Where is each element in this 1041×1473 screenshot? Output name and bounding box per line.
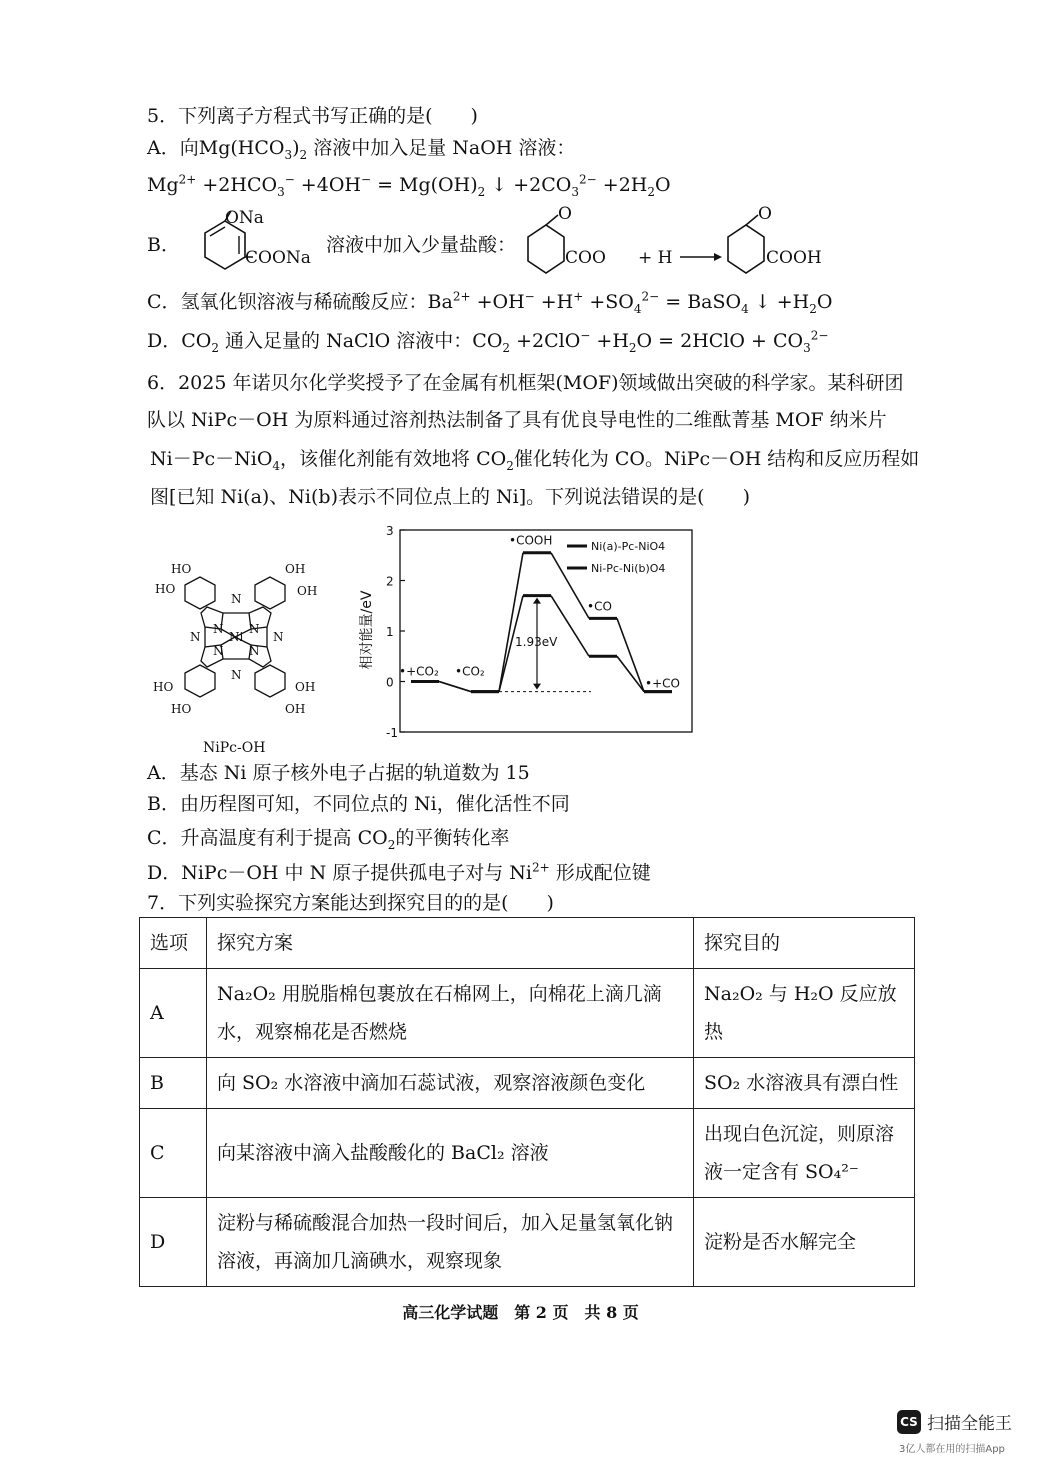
- sodium-salicylate-structure: [175, 205, 325, 285]
- q6-line3c: 催化转化为 CO。NiPc－OH 结构和反应历程如: [513, 448, 920, 470]
- svg-text:OH: OH: [297, 584, 318, 598]
- nipc-oh-structure: [145, 555, 335, 755]
- b-p5: COOH: [766, 248, 822, 268]
- q5-b-mid: 溶液中加入少量盐酸：: [326, 234, 517, 256]
- molecule-caption: NiPc-OH: [203, 740, 266, 756]
- svg-text:N: N: [190, 630, 201, 644]
- b-p1: O: [558, 205, 572, 224]
- svg-text:HO: HO: [153, 680, 174, 694]
- header-aim: 探究目的: [694, 918, 915, 969]
- table-row: [140, 1058, 915, 1109]
- header-option: 选项: [140, 918, 207, 969]
- q5-option-d: D．$CO_2$ 通入足量的 NaClO 溶液中：$CO_2 +2ClO^- +H_2O$ = 2HClO + $CO_3^{2-}$: [147, 328, 829, 355]
- q6-line1: 6．2025 年诺贝尔化学奖授予了在金属有机框架(MOF)领域做出突破的科学家。某科研团: [147, 372, 904, 394]
- state-label: •+CO: [645, 676, 680, 691]
- svg-text:N: N: [213, 644, 224, 658]
- b-p4: O: [758, 205, 772, 224]
- q7-stem: 7．下列实验探究方案能达到探究目的的是( ): [147, 892, 554, 914]
- q5-d-label: D．: [147, 330, 182, 352]
- y-tick-label: 2: [386, 574, 394, 589]
- q5-stem: 5．下列离子方程式书写正确的是( ): [147, 105, 478, 127]
- row-c-plan: 向某溶液中滴入盐酸酸化的 BaCl₂ 溶液: [207, 1109, 694, 1198]
- q5-a-equation: $Mg^{2+} +2HCO_3^- +4OH^- = Mg(OH)_2$ ↓ $+2CO_3^{2-} +2H_2O$: [147, 172, 671, 199]
- scanner-name: 扫描全能王: [927, 1414, 1012, 1434]
- row-b-plan: 向 SO₂ 水溶液中滴加石蕊试液，观察溶液颜色变化: [207, 1058, 694, 1109]
- svg-text:Ni: Ni: [229, 630, 244, 644]
- q6-d-head: D．NiPc－OH 中 N 原子提供孤电子对与 Ni: [147, 862, 532, 884]
- state-label: •COOH: [509, 533, 553, 548]
- svg-text:HO: HO: [171, 702, 192, 716]
- svg-text:OH: OH: [295, 680, 316, 694]
- b-sub-coona: COONa: [245, 248, 311, 268]
- row-a-aim: Na₂O₂ 与 H₂O 反应放热: [694, 969, 915, 1058]
- legend-label: Ni(a)-Pc-NiO4: [591, 540, 666, 553]
- q6-c-head: C．升高温度有利于提高 CO: [147, 827, 388, 849]
- energy-path: [499, 553, 523, 692]
- energy-barrier-label: 1.93eV: [515, 635, 558, 650]
- arrow-head: [533, 684, 541, 690]
- svg-text:N: N: [249, 622, 260, 636]
- svg-text:N: N: [231, 592, 242, 606]
- energy-path: [617, 618, 644, 691]
- svg-text:N: N: [273, 630, 284, 644]
- row-c-aim: 出现白色沉淀，则原溶液一定含有 SO₄²⁻: [694, 1109, 915, 1198]
- svg-text:OH: OH: [285, 702, 306, 716]
- q5-d-text: 通入足量的 NaClO 溶液中：: [225, 330, 473, 352]
- energy-path: [551, 553, 589, 619]
- q6-option-d: D．NiPc－OH 中 N 原子提供孤电子对与 $Ni^{2+}$ 形成配位键: [147, 860, 651, 884]
- q5-option-a: A．向$Mg(HCO_3)_2$ 溶液中加入足量 NaOH 溶液：: [147, 137, 576, 162]
- row-b-opt: B: [140, 1058, 207, 1109]
- svg-text:N: N: [231, 668, 242, 682]
- q6-option-c: C．升高温度有利于提高 $CO_2$的平衡转化率: [147, 827, 510, 852]
- q5-a-text: 溶液中加入足量 NaOH 溶液：: [313, 137, 576, 159]
- energy-path: [439, 682, 471, 692]
- row-a-plan: Na₂O₂ 用脱脂棉包裹放在石棉网上，向棉花上滴几滴水，观察棉花是否燃烧: [207, 969, 694, 1058]
- energy-path: [617, 656, 644, 691]
- y-tick-label: 0: [386, 675, 394, 690]
- arrow-head: [533, 598, 541, 604]
- q5-a-label: A．向: [147, 137, 199, 159]
- svg-text:N: N: [249, 644, 260, 658]
- y-tick-label: 1: [386, 625, 394, 639]
- q6-line3: Ni－Pc－NiO$_4$，该催化剂能有效地将 $CO_2$催化转化为 CO。NiPc－OH 结构和反应历程如: [150, 448, 920, 473]
- table-row: [140, 969, 915, 1058]
- page-footer: 高三化学试题 第 2 页 共 8 页: [402, 1303, 639, 1322]
- row-a-opt: A: [140, 969, 207, 1058]
- b-reaction-structures: [518, 205, 858, 285]
- table-row: [140, 1198, 915, 1287]
- scanner-subtitle: 3亿人都在用的扫描App: [899, 1444, 1005, 1455]
- y-tick-label: 3: [386, 524, 394, 538]
- y-axis-label: 相对能量/eV: [359, 590, 375, 670]
- scanner-badge: [897, 1409, 1012, 1434]
- header-plan: 探究方案: [207, 918, 694, 969]
- q6-d-tail: 形成配位键: [555, 862, 651, 884]
- energy-profile-chart: [355, 520, 700, 745]
- q5-option-c: C．氢氧化钡溶液与稀硫酸反应：$Ba^{2+} +OH^- +H^+ +SO_4^{2-}$ = BaSO$_4$ ↓ $+H_2O$: [147, 289, 833, 316]
- row-d-opt: D: [140, 1198, 207, 1287]
- q5-b-label: B．: [147, 234, 180, 256]
- svg-text:HO: HO: [155, 582, 176, 596]
- row-d-aim: 淀粉是否水解完全: [694, 1198, 915, 1287]
- q6-line2: 队以 NiPc－OH 为原料通过溶剂热法制备了具有优良导电性的二维酞菁基 MOF 纳米片: [147, 409, 887, 431]
- svg-text:N: N: [213, 622, 224, 636]
- b-p3: + H: [638, 248, 673, 268]
- row-c-opt: C: [140, 1109, 207, 1198]
- row-b-aim: SO₂ 水溶液具有漂白性: [694, 1058, 915, 1109]
- y-tick-label: -1: [386, 726, 398, 740]
- table-row: [140, 1109, 915, 1198]
- row-d-plan: 淀粉与稀硫酸混合加热一段时间后，加入足量氢氧化钠溶液，再滴加几滴碘水，观察现象: [207, 1198, 694, 1287]
- q6-option-a: A．基态 Ni 原子核外电子占据的轨道数为 15: [147, 762, 530, 784]
- q6-option-b: B．由历程图可知，不同位点的 Ni，催化活性不同: [147, 793, 570, 815]
- chart-frame: [400, 530, 692, 732]
- svg-text:OH: OH: [285, 562, 306, 576]
- state-label: •CO: [587, 599, 612, 614]
- q6-line3a: Ni－Pc－NiO: [150, 448, 273, 470]
- q6-line4: 图[已知 Ni(a)、Ni(b)表示不同位点上的 Ni]。下列说法错误的是( ): [150, 486, 750, 508]
- b-p2: COO: [565, 248, 606, 268]
- table-header-row: [140, 918, 915, 969]
- q5-c-label: C．氢氧化钡溶液与稀硫酸反应：: [147, 291, 428, 313]
- cs-logo-icon: CS: [897, 1410, 921, 1434]
- svg-text:HO: HO: [171, 562, 192, 576]
- legend-label: Ni-Pc-Ni(b)O4: [591, 562, 666, 575]
- experiment-table: [139, 917, 915, 1287]
- state-label: •+CO₂: [399, 664, 439, 679]
- b-sub-ona: ONa: [225, 208, 264, 228]
- q6-c-tail: 的平衡转化率: [395, 827, 510, 849]
- q6-line3b: ，该催化剂能有效地将 CO: [280, 448, 507, 470]
- state-label: •CO₂: [455, 664, 485, 679]
